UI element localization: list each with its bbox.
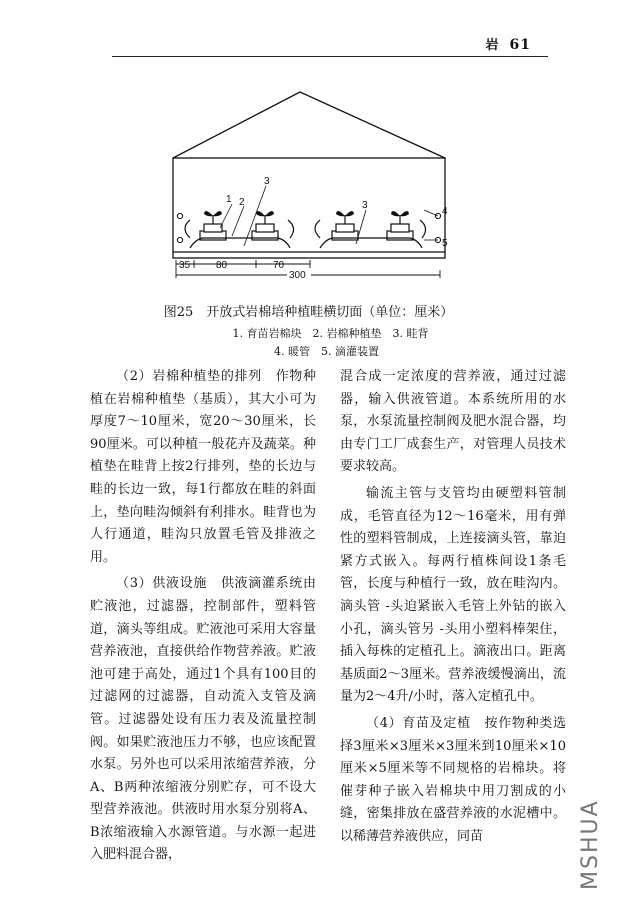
callout-3b: 3	[362, 200, 368, 211]
greenhouse-walls	[173, 158, 445, 258]
watermark: MSHUA	[578, 799, 603, 890]
dim-80: 80	[216, 260, 228, 271]
seedling-block	[336, 224, 354, 232]
paragraph-pipes: 输流主管与支管均由硬塑料管制成，毛管直径为12～16毫米，用有弹性的塑料管制成，上连接滴头管，靠迫紧方式嵌入。每两行植株间设1条毛管，长度与种植行一致，放在畦沟内。滴头管 -头迫紧嵌入毛管上外钻的嵌入小孔，滴头管另 -头用小塑料棒架住，插入每株的定植孔上。滴液出口。距离基质面2～3厘米。营养液缓慢滴出，流量为2～4升/小时，落入定植孔中。	[340, 485, 566, 705]
left-column	[90, 366, 316, 871]
header-rule	[112, 56, 548, 57]
dim-300: 300	[289, 270, 306, 278]
callout-5: 5	[442, 238, 448, 249]
figure-caption: 图25 开放式岩棉培种植畦横切面（单位：厘米）	[163, 305, 454, 320]
greenhouse-roof	[173, 92, 445, 158]
figure-legend-line-1: 1. 育苗岩棉块 2. 岩棉种植垫 3. 畦背	[232, 327, 429, 340]
figure-legend-line-2: 4. 暖管 5. 滴灌装置	[274, 345, 379, 358]
paragraph-continued: 混合成一定浓度的营养液，通过过滤器，输入供液管道。本系统所用的水泵，水泵流量控制阀及肥水混合器，均由专门工厂成套生产，对管理人员技术要求较高。	[340, 369, 566, 475]
cross-section-figure	[160, 88, 460, 278]
dim-70: 70	[273, 260, 285, 271]
dim-35: 35	[179, 260, 191, 271]
seedling-block	[256, 224, 274, 232]
seedling-block	[391, 224, 409, 232]
seedling-block	[204, 224, 222, 232]
planting-bed-left	[185, 215, 294, 248]
callout-4: 4	[442, 206, 448, 217]
callout-3: 3	[264, 176, 270, 187]
paragraph-supply-system: （3）供液设施 供液滴灌系统由贮液池，过滤器，控制部件，塑料管道，滴头等组成。贮液池可采用大容量营养液池，直接供给作物营养液。贮液池可建于高处，通过1个具有100目的过滤网的过滤器，自动流入支管及滴管。过滤器处设有压力表及流量控制阀。如果贮液池压力不够，也应该配置水泵。另外也可以采用浓缩营养液，分A、B两种浓缩液分别贮存，可不设大型营养液池。供液时用水泵分别将A、B浓缩液输入水源管道。与水源一起进入肥料混合器，	[90, 576, 316, 863]
paragraph-mat-arrangement: （2）岩棉种植垫的排列 作物种植在岩棉种植垫（基质），其大小可为厚度7～10厘米，宽20～30厘米，长90厘米。可以种植一般花卉及蔬菜。种植垫在畦背上按2行排列，垫的长边与畦的长边一致，每1行都放在畦的斜面上，垫向畦沟倾斜有利排水。畦背也为人行通道，畦沟只放置毛管及排液之用。	[90, 369, 316, 565]
plant-leaves	[204, 211, 409, 216]
callout-2: 2	[239, 197, 245, 208]
running-header	[486, 34, 532, 53]
planting-bed-right	[315, 215, 426, 248]
right-column	[340, 366, 566, 852]
header-section: 岩	[485, 38, 500, 53]
paragraph-seedling: （4）育苗及定植 按作物种类选择3厘米×3厘米×3厘米到10厘米×10厘米×5厘米等不同规格的岩棉块。将催芽种子嵌入岩棉块中用刀割成的小缝，密集排放在盛营养液的水泥槽中。以稀薄营养液供应，同苗	[340, 715, 566, 844]
page-number: 61	[509, 37, 531, 53]
callout-1: 1	[226, 194, 232, 205]
